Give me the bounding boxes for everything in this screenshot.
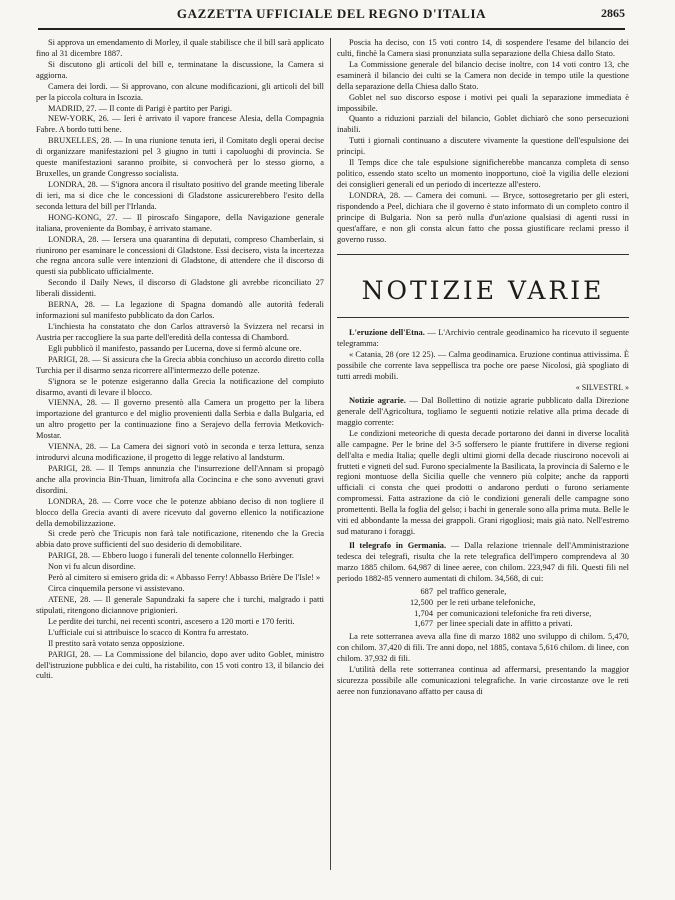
news-paragraph xyxy=(36,60,324,82)
article-body: Le condizioni meteoriche di questa decade portarono dei danni in diverse località alle campagne. Per le brine del 3-5 soffersero le piante fruttifere in diverse regioni dell'alta e media Italia; quelle degli ultimi giorni della decade riuscirono nocevoli ai frutteti e vigneti del sud. Furono specialmente la Basilicata, la provincia di Salerno e le regioni montuose della Sicilia quelle che vennero più colpite; anche da rapporti ufficiali ci consta che quei prodotti o andarono perduti o furono seriamente compromessi. Fatta astrazione da ciò le condizioni generali delle campagne sono promettenti. Bella la foglia del gelso; i bachi in generale sono alla prima muta. Belle le viti ed abbondante la messa dei grappoli. Grani rigogliosi; mais già nato. Nell'estremo sud maturano i foraggi. xyxy=(337,428,629,537)
article-title: L'eruzione dell'Etna. xyxy=(349,328,425,338)
news-text: — La legazione di Spagna domandò alle autorità federali informazioni sul manifesto pubblicato da don Carlos. xyxy=(36,300,324,321)
stat-value: 12,500 xyxy=(409,597,433,607)
news-paragraph xyxy=(36,497,324,530)
news-paragraph xyxy=(337,191,629,246)
section-heading-rule xyxy=(337,317,629,318)
stat-value: 1,677 xyxy=(414,619,433,629)
dateline: MADRID, 27. xyxy=(48,103,97,113)
news-text: Circa cinquemila persone vi assistevano. xyxy=(48,584,185,594)
article-intro: — Dal Bollettino di notizie agrarie pubblicato dalla Direzione generale dell'Agricoltura, togliamo le seguenti notizie relative alla prima decade di maggio corrente: xyxy=(337,396,629,427)
news-text: Il prestito sarà votato senza opposizione. xyxy=(48,638,185,648)
dateline: LONDRA, 28. xyxy=(48,234,99,244)
article-title: Il telegrafo in Germania. xyxy=(349,541,447,550)
page-header xyxy=(38,2,625,32)
news-paragraph xyxy=(337,136,629,158)
article-body: L'utilità della rete sotterranea continua ad affermarsi, presentando la maggior sicurezza possibile alle comunicazioni telegrafiche. In varie circostanze ove le reti aeree non funzionavano affatto per causa di xyxy=(337,665,629,696)
news-paragraph xyxy=(36,584,324,595)
dateline: PARIGI, 28. xyxy=(48,649,91,659)
news-paragraph xyxy=(36,322,324,344)
news-text: — Ebbero luogo i funerali del tenente colonnello Herbinger. xyxy=(89,551,295,561)
news-text: S'ignora se le potenze esigeranno dalla Grecia la notificazione del compiuto disarmo, avanti di levare il blocco. xyxy=(36,376,324,397)
news-paragraph xyxy=(337,38,629,60)
news-paragraph xyxy=(36,650,324,683)
page-number: 2865 xyxy=(601,6,625,20)
stat-row xyxy=(337,598,629,609)
news-text: Secondo il Daily News, il discorso di Gladstone gli avrebbe riconciliato 27 liberali dissidenti. xyxy=(36,278,324,299)
dateline: LONDRA, 28. xyxy=(48,496,99,506)
news-paragraph xyxy=(36,38,324,60)
article-telegrafo xyxy=(337,541,629,698)
news-paragraph xyxy=(36,573,324,584)
news-text: — Camera dei comuni. — Bryce, sottosegretario per gli esteri, rispondendo a Peel, dichiara che il governo è stato informato di un completo contro il principe di Bulgaria. Non sa però nulla d'un'azione qualsiasi di agenti russi in quest'affare, e non gli consta alcun fatto che possa giustificare reclami presso il governo russo. xyxy=(337,190,629,244)
news-text: Si approva un emendamento di Morley, il quale stabilisce che il bill sarà applicato fino al 31 dicembre 1887. xyxy=(36,38,324,58)
news-text: Tutti i giornali continuano a discutere vivamente la questione dell'espulsione dei principi. xyxy=(337,136,629,157)
news-paragraph xyxy=(36,464,324,497)
stat-label: per comunicazioni telefoniche fra reti diverse, xyxy=(437,608,592,618)
article-intro: — Dalla relazione triennale dell'Amministrazione tedesca dei telegrafi, risulta che la rete telegrafica dell'impero comprendeva al 30 marzo 1885 chilom. 64,987 di linee aeree, con chilom. 223,947 di fili. Questi fili nel periodo 1882-85 vennero aumentati di chilom. 34,568, di cui: xyxy=(337,541,629,583)
news-paragraph xyxy=(36,551,324,562)
article-intro: — L'Archivio centrale geodinamico ha ricevuto il seguente telegramma: xyxy=(337,328,629,348)
dateline: NEW-YORK, 26. xyxy=(48,114,109,124)
news-text: — Ieri è arrivato il vapore francese Alesia, della Compagnia Fabre. A bordo tutti bene. xyxy=(36,114,324,135)
news-text: — Iersera una quarantina di deputati, compreso Chamberlain, si riunirono per esaminare le concessioni di Gladstone. Essi decisero, vista la incertezza che regna ancora sulle vere intenzioni di Gladstone, di attendere che il discorso di questi sia pubblicato ufficialmente. xyxy=(36,234,324,277)
news-text: Quanto a riduzioni parziali del bilancio, Goblet dichiarò che sono persecuzioni inabili. xyxy=(337,114,629,135)
article-title: Notizie agrarie. xyxy=(349,396,406,406)
telegram-signature: « SILVESTRI. » xyxy=(575,382,629,392)
stat-row xyxy=(337,619,629,630)
news-paragraph xyxy=(36,442,324,464)
news-paragraph xyxy=(337,93,629,115)
news-text: L'inchiesta ha constatato che don Carlos attraversò la Svizzera nel recarsi in Austria per raccogliere la sua parte dell'eredità della contessa di Chambord. xyxy=(36,321,324,342)
dateline: VIENNA, 28. xyxy=(48,398,97,408)
right-column xyxy=(337,38,629,874)
news-paragraph xyxy=(36,595,324,617)
news-text: — Si assicura che la Grecia abbia conchiuso un accordo diretto colla Turchia per il disarmo senza ricorrere all'intermezzo delle potenze. xyxy=(36,354,324,375)
telegram-text: « Catania, 28 (ore 12 25). — Calma geodinamica. Eruzione continua attivissima. È possibile che corrente lava seppellisca tra poche ore paese Nicolosi, già spogliato di tutti arredi mobili. xyxy=(337,349,629,381)
stat-row xyxy=(337,587,629,598)
article-agrarie xyxy=(337,396,629,538)
news-text: — Il generale Sapundzaki fa sapere che i turchi, malgrado i patti stipulati, ritengono diciannove prigionieri. xyxy=(36,595,324,615)
dateline: PARIGI, 28. xyxy=(48,463,92,473)
dateline: VIENNA, 28. xyxy=(48,442,97,452)
news-text: — Il Temps annunzia che l'insurrezione dell'Annam si propagò anche alla provincia Bin-Thuan, limitrofa alla Cocincina e che sono avvenuti gravi disordini. xyxy=(36,463,324,495)
news-paragraph xyxy=(36,213,324,235)
article-etna xyxy=(337,328,629,393)
dateline: BERNA, 28. xyxy=(48,300,95,310)
dateline: BRUXELLES, 28. xyxy=(48,136,112,146)
dateline: HONG-KONG, 27. xyxy=(48,212,118,222)
news-paragraph xyxy=(36,136,324,180)
stat-value: 1,704 xyxy=(414,608,433,618)
news-paragraph xyxy=(337,114,629,136)
news-paragraph xyxy=(36,104,324,115)
news-paragraph xyxy=(36,628,324,639)
stat-value: 687 xyxy=(420,586,433,596)
column-divider xyxy=(330,38,331,870)
news-paragraph xyxy=(36,617,324,628)
news-paragraph xyxy=(36,114,324,136)
news-text: Però al cimitero si emisero grida di: « Abbasso Ferry! Abbasso Brière De l'Isle! » xyxy=(48,573,321,583)
stat-label: per le reti urbane telefoniche, xyxy=(437,597,536,607)
news-paragraph xyxy=(36,180,324,213)
news-text: L'ufficiale cui si attribuisce lo scacco di Kontra fu arrestato. xyxy=(48,627,249,637)
news-paragraph xyxy=(36,344,324,355)
news-text: Non vi fu alcun disordine. xyxy=(48,562,136,572)
dateline: PARIGI, 28. xyxy=(48,354,90,364)
news-text: — Il governo presentò alla Camera un progetto per la libera importazione del granturco e del miglio provenienti dalla Serbia e dalla Bulgaria, ed un altro progetto per la continuazione fino a Serajevo della ferrovia Metkovich-Mostar. xyxy=(36,398,324,441)
news-paragraph xyxy=(36,377,324,399)
news-text: Il Temps dice che tale espulsione significherebbe mancanza completa di senso politico, essendo stato scelto un momento inopportuno, cioè la vigilia delle elezioni dei consiglieri generali ed un periodo di incertezze all'estero. xyxy=(337,158,629,189)
section-heading: NOTIZIE VARIE xyxy=(361,275,605,305)
dateline: ATENE, 28. xyxy=(48,595,91,605)
news-paragraph xyxy=(36,300,324,322)
news-paragraph xyxy=(36,529,324,551)
stat-label: per linee speciali date in affitto a privati. xyxy=(437,619,573,629)
news-text: — Il piroscafo Singapore, della Navigazione generale italiana, proveniente da Bombay, è arrivato stamane. xyxy=(36,212,324,233)
left-column xyxy=(36,38,324,874)
news-paragraph xyxy=(36,355,324,377)
news-paragraph xyxy=(36,235,324,279)
news-text: Si crede però che Tricupis non farà tale notificazione, ritenendo che la Grecia abbia dato prove sufficienti del suo desiderio di demobilitare. xyxy=(36,529,324,550)
dateline: LONDRA, 28. xyxy=(48,179,98,189)
news-text: Poscia ha deciso, con 15 voti contro 14, di sospendere l'esame del bilancio dei culti, finchè la Camera siasi pronunziata sulla separazione della Chiesa dallo Stato. xyxy=(337,38,629,58)
news-paragraph xyxy=(337,60,629,93)
stat-row xyxy=(337,609,629,620)
news-text: — Il conte di Parigi è partito per Parigi. xyxy=(96,103,232,113)
news-paragraph xyxy=(36,639,324,650)
news-text: Le perdite dei turchi, nei recenti scontri, ascesero a 120 morti e 170 feriti. xyxy=(48,616,295,626)
news-text: Goblet nel suo discorso espose i motivi pei quali la separazione immediata è impossibile. xyxy=(337,92,629,113)
news-text: — In una riunione tenuta ieri, il Comitato degli operai decise di organizzare manifestazioni pel 3 giugno in tutti i capoluoghi di provincia. Se queste manifestazioni saranno proibite, si convocherà per lo stesso giorno, a Bruxelles, un grande Congresso socialista. xyxy=(36,136,324,179)
news-text: — La Commissione del bilancio, dopo aver udito Goblet, ministro dell'istruzione pubblica e dei culti, ha ristabilito, con 15 voti contro 13, il bilancio dei culti. xyxy=(36,649,324,681)
statistics-list xyxy=(337,587,629,631)
news-paragraph xyxy=(36,398,324,442)
article-body: La rete sotterranea aveva alla fine di marzo 1882 uno sviluppo di chilom. 5,470, con chilom. 37,420 di fili. Tre anni dopo, nel 1885, contava 5,616 chilom. di linee, con chilom. 37,932 di fili. xyxy=(337,632,629,664)
news-text: La Commissione generale del bilancio decise inoltre, con 14 voti contro 13, che esaminerà il bilancio dei culti se la Camera non decide in tempo utile la questione della separazione della Chiesa dallo Stato. xyxy=(337,59,629,91)
news-text: — S'ignora ancora il risultato positivo del grande meeting liberale di ieri, ma si dice che le concessioni di Gladstone assicurerebbero l'esito della seconda lettura del bill per l'Irlanda. xyxy=(36,179,324,211)
header-rule xyxy=(38,28,625,30)
dateline: LONDRA, 28. xyxy=(349,190,401,200)
news-text: Egli pubblicò il manifesto, passando per Lucerna, dove si fermò alcune ore. xyxy=(48,343,302,353)
news-text: — Corre voce che le potenze abbiano deciso di non togliere il blocco della Grecia avanti di avere ricevuto dal governo ellenico la notificazione della demobilizzazione. xyxy=(36,496,324,528)
news-paragraph xyxy=(36,278,324,300)
news-text: Camera dei lordi. — Si approvano, con alcune modificazioni, gli articoli del bill per la piccola coltura in Iscozia. xyxy=(36,81,324,102)
news-paragraph xyxy=(36,562,324,573)
stat-label: pel traffico generale, xyxy=(437,586,507,596)
news-text: Si discutono gli articoli del bill e, terminatane la discussione, la Camera si aggiorna. xyxy=(36,59,324,80)
newspaper-title: GAZZETTA UFFICIALE DEL REGNO D'ITALIA xyxy=(176,6,487,21)
dateline: PARIGI, 28. xyxy=(48,551,90,561)
news-paragraph xyxy=(337,158,629,191)
news-text: — La Camera dei signori votò in seconda e terza lettura, senza introdurvi alcuna modificazione, il progetto di legge relativo al landsturm. xyxy=(36,442,324,463)
section-separator xyxy=(337,254,629,255)
foreign-news-continued xyxy=(337,38,629,246)
news-paragraph xyxy=(36,82,324,104)
